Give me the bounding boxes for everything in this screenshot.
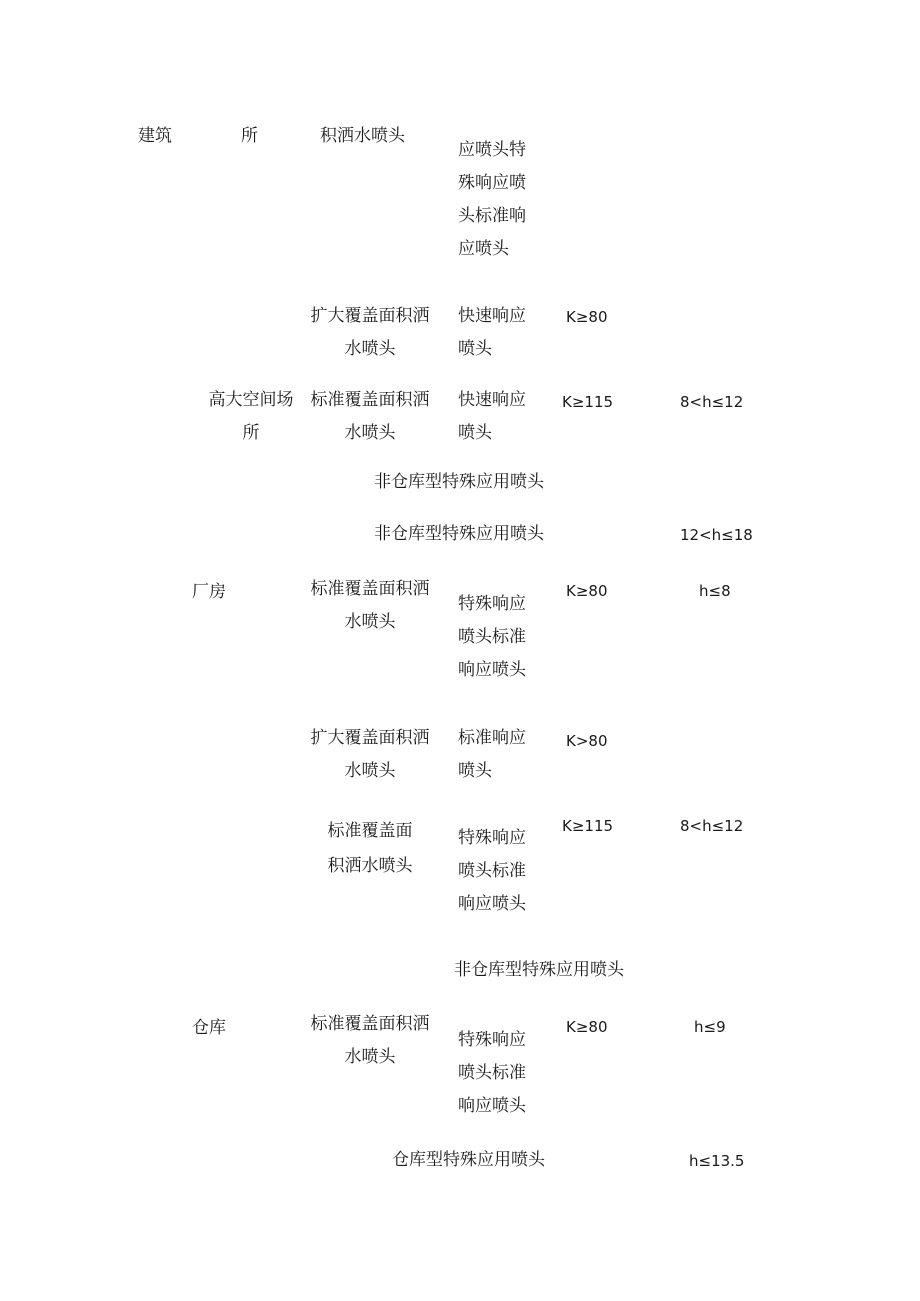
sprinkler-type-6 (300, 573, 440, 639)
k-factor-3: K≥115 (562, 393, 614, 411)
k-factor-8: K≥115 (562, 817, 614, 835)
response-line: 响应喷头 (458, 1096, 526, 1116)
response-type-10 (458, 1024, 526, 1123)
sprinkler-line: 水喷头 (344, 612, 396, 632)
response-type-7 (458, 722, 526, 788)
response-line: 标准响应 (458, 728, 526, 748)
response-line: 喷头标准 (458, 861, 526, 881)
building-suffix-label: 所 (241, 126, 258, 146)
response-type-3 (458, 384, 526, 450)
special-sprinkler-4: 非仓库型特殊应用喷头 (374, 472, 544, 492)
response-line: 响应喷头 (458, 894, 526, 914)
response-line: 响应喷头 (458, 660, 526, 680)
k-factor-6: K≥80 (566, 582, 608, 600)
sprinkler-line: 标准覆盖面积洒 (310, 390, 430, 410)
sprinkler-line: 积洒水喷头 (327, 856, 413, 876)
sprinkler-type-1: 积洒水喷头 (320, 126, 405, 146)
height-range-8: 8<h≤12 (680, 817, 744, 835)
response-line: 头标准响 (458, 206, 526, 226)
sprinkler-line: 标准覆盖面积洒 (310, 579, 430, 599)
sprinkler-line: 水喷头 (344, 423, 396, 443)
sprinkler-line: 扩大覆盖面积洒 (310, 728, 430, 748)
height-range-3: 8<h≤12 (680, 393, 744, 411)
k-factor-2: K≥80 (566, 308, 608, 326)
response-type-1 (458, 134, 526, 266)
sprinkler-line: 水喷头 (344, 1047, 396, 1067)
sprinkler-line: 水喷头 (344, 339, 396, 359)
height-range-11: h≤13.5 (689, 1152, 745, 1170)
response-line: 特殊响应 (458, 594, 526, 614)
response-line: 特殊响应 (458, 828, 526, 848)
height-range-5: 12<h≤18 (680, 526, 753, 544)
response-line: 特殊响应 (458, 1030, 526, 1050)
sprinkler-line: 水喷头 (344, 761, 396, 781)
response-type-6 (458, 588, 526, 687)
special-sprinkler-9: 非仓库型特殊应用喷头 (454, 960, 624, 980)
sprinkler-type-3 (300, 384, 440, 450)
response-type-8 (458, 822, 526, 921)
response-line: 喷头 (458, 423, 492, 443)
sprinkler-line: 扩大覆盖面积洒 (310, 306, 430, 326)
height-range-10: h≤9 (694, 1018, 726, 1036)
sprinkler-type-2 (300, 300, 440, 366)
response-line: 殊响应喷 (458, 173, 526, 193)
response-line: 喷头 (458, 339, 492, 359)
response-line: 应喷头 (458, 239, 509, 259)
height-range-6: h≤8 (699, 582, 731, 600)
response-line: 快速响应 (458, 390, 526, 410)
place-warehouse: 仓库 (192, 1018, 226, 1038)
place-factory: 厂房 (192, 582, 226, 602)
response-line: 快速响应 (458, 306, 526, 326)
response-line: 喷头标准 (458, 1063, 526, 1083)
place-line: 所 (242, 423, 260, 443)
special-sprinkler-5: 非仓库型特殊应用喷头 (374, 524, 544, 544)
sprinkler-line: 标准覆盖面积洒 (310, 1014, 430, 1034)
sprinkler-line: 标准覆盖面 (327, 821, 413, 841)
response-line: 应喷头特 (458, 140, 526, 160)
sprinkler-type-8 (300, 814, 440, 884)
k-factor-7: K>80 (566, 732, 608, 750)
response-line: 喷头 (458, 761, 492, 781)
building-label: 建筑 (138, 126, 172, 146)
sprinkler-type-10 (300, 1008, 440, 1074)
place-line: 高大空间场 (208, 390, 294, 410)
special-sprinkler-11: 仓库型特殊应用喷头 (392, 1150, 545, 1170)
place-high-space (200, 384, 302, 450)
sprinkler-type-7 (300, 722, 440, 788)
response-line: 喷头标准 (458, 627, 526, 647)
response-type-2 (458, 300, 526, 366)
k-factor-10: K≥80 (566, 1018, 608, 1036)
